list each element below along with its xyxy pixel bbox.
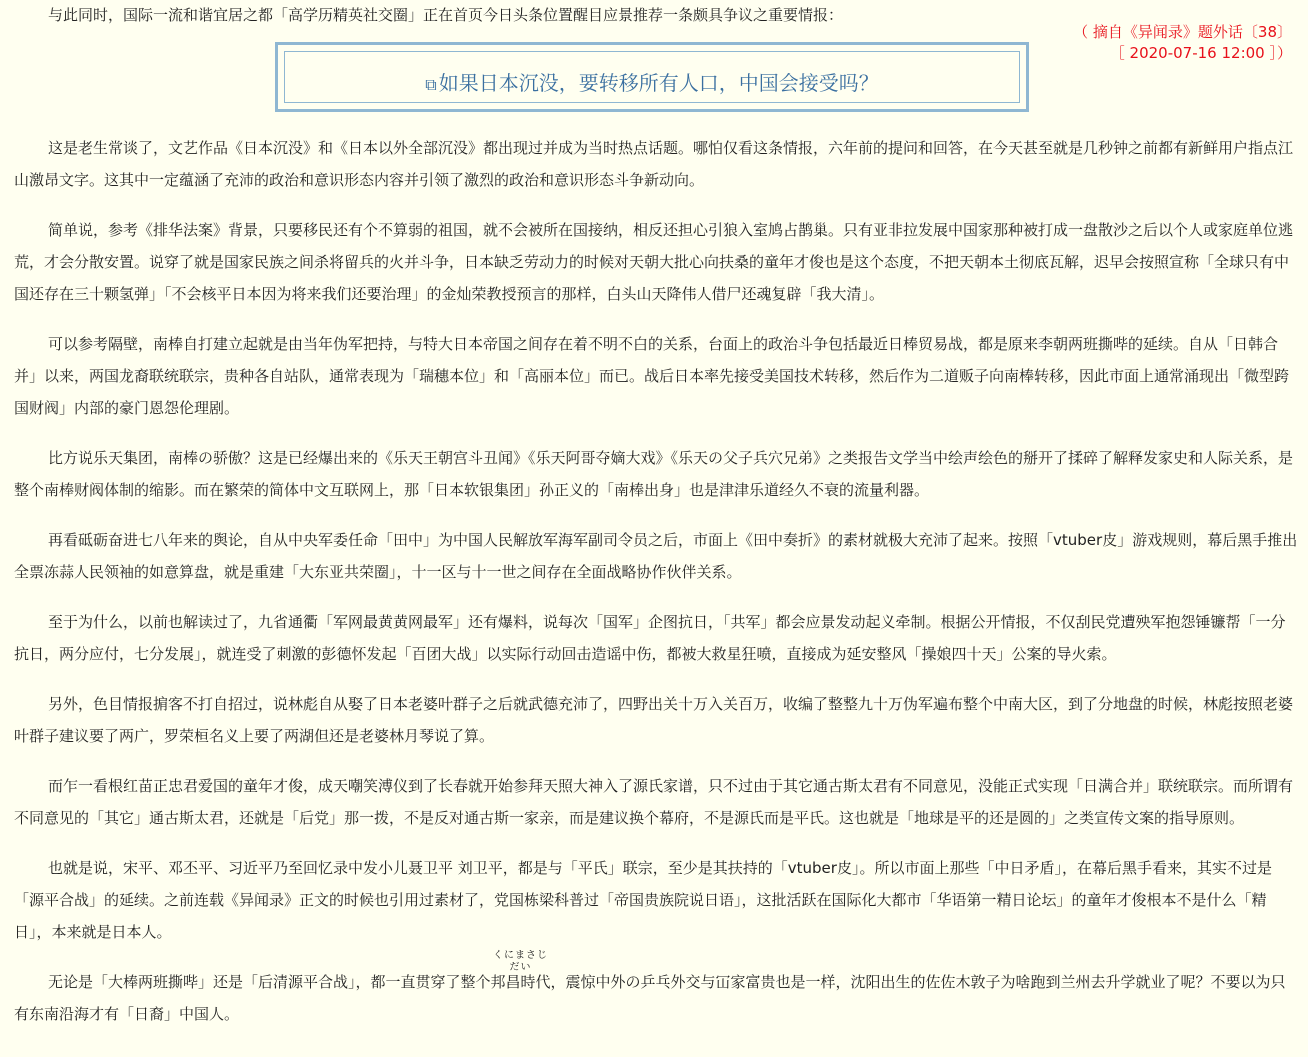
paragraph-last-after: ，震惊中外の乒乓外交与冚家富贵也是一样，沈阳出生的佐佐木敦子为啥跑到兰州去升学就业了呢？不要以为只有东南沿海才有「日裔」中国人。 [14, 973, 1286, 1023]
paragraph: 至于为什么，以前也解读过了，九省通衢「军网最黄黄网最军」还有爆料，说每次「国军」企图抗日，「共军」都会应景发动起义牵制。根据公开情报，不仅刮民党遭殃军抱怨锤镰帮「一分抗日，两分应付，七分发展」，就连受了刺激的彭德怀发起「百团大战」以实际行动回击造谣中伤，都被大救星狂喷，直接成为延安整风「操娘四十天」公案的导火索。 [14, 613, 1286, 663]
ruby-base: 邦昌時代 [490, 973, 551, 991]
headline-box [275, 42, 1029, 112]
paragraph: 简单说，参考《排华法案》背景，只要移民还有个不算弱的祖国，就不会被所在国接纳，相反还担心引狼入室鸠占鹊巢。只有亚非拉发展中国家那种被打成一盘散沙之后以个人或家庭单位逃荒，才会分散安置。说穿了就是国家民族之间杀将留兵的火并斗争，日本缺乏劳动力的时候对天朝大批心向扶桑的童年才俊也是这个态度，不把天朝本土彻底瓦解，迟早会按照宣称「全球只有中国还存在三十颗氢弹」「不会核平日本因为将来我们还要治理」的金灿荣教授预言的那样，白头山天降伟人借尸还魂复辟「我大清」。 [14, 221, 1294, 303]
ruby-term [490, 950, 551, 998]
source-note [1073, 22, 1292, 64]
paragraph-last-before: 无论是「大棒两班撕哔」还是「后清源平合战」，都一直贯穿了整个 [48, 973, 491, 991]
paragraph-last [14, 950, 1298, 1030]
external-link-icon: ⧉ [425, 75, 437, 94]
paragraph: 而乍一看根红苗正忠君爱国的童年才俊，成天嘲笑溥仪到了长春就开始参拜天照大神入了源氏家谱，只不过由于其它通古斯太君有不同意见，没能正式实现「日满合并」联统联宗。而所谓有不同意见的「其它」通古斯太君，还就是「后党」那一拨，不是反对通古斯一家亲，而是建议换个幕府，不是源氏而是平氏。这也就是「地球是平的还是圆的」之类宣传文案的指导原则。 [14, 777, 1294, 827]
ruby-reading: くにまさじだい [493, 950, 549, 973]
paragraph: 再看砥砺奋进七八年来的舆论，自从中央军委任命「田中」为中国人民解放军海军副司令员之后，市面上《田中奏折》的素材就极大充沛了起来。按照「vtuber皮」游戏规则，幕后黑手推出全票冻蒜人民领袖的如意算盘，就是重建「大东亚共荣圈」，十一区与十一世之间存在全面战略协作伙伴关系。 [14, 531, 1298, 581]
intro-text: 与此同时，国际一流和谐宜居之都「高学历精英社交圈」正在首页今日头条位置醒目应景推荐一条颇具争议之重要情报： [48, 6, 844, 24]
paragraph: 这是老生常谈了，文艺作品《日本沉没》和《日本以外全部沉没》都出现过并成为当时热点话题。哪怕仅看这条情报，六年前的提问和回答，在今天甚至就是几秒钟之前都有新鲜用户指点江山激昂文字。这其中一定蕴涵了充沛的政治和意识形态内容并引领了激烈的政治和意识形态斗争新动向。 [14, 139, 1294, 189]
paragraph: 另外，色目情报掮客不打自招过，说林彪自从娶了日本老婆叶群子之后就武德充沛了，四野出关十万入关百万，收编了整整九十万伪军遍布整个中南大区，到了分地盘的时候，林彪按照老婆叶群子建议要了两广，罗荣桓名义上要了两湖但还是老婆林月琴说了算。 [14, 695, 1294, 745]
paragraph: 也就是说，宋平、邓丕平、习近平乃至回忆录中发小儿聂卫平 刘卫平，都是与「平氏」联宗，至少是其扶持的「vtuber皮」。所以市面上那些「中日矛盾」，在幕后黑手看来，其实不过是「源平合战」的延续。之前连载《异闻录》正文的时候也引用过素材了，党国栋梁科普过「帝国贵族院说日语」，这批活跃在国际化大都市「华语第一精日论坛」的童年才俊根本不是什么「精日」，本来就是日本人。 [14, 859, 1272, 941]
paragraph: 可以参考隔壁，南棒自打建立起就是由当年伪军把持，与特大日本帝国之间存在着不明不白的关系，台面上的政治斗争包括最近日棒贸易战，都是原来李朝两班撕哔的延续。自从「日韩合并」以来，两国龙裔联统联宗，贵种各自站队，通常表现为「瑞穗本位」和「高丽本位」而已。战后日本率先接受美国技术转移，然后作为二道贩子向南棒转移，因此市面上通常涌现出「微型跨国财阀」内部的豪门恩怨伦理剧。 [14, 335, 1290, 417]
source-date: ［ 2020-07-16 12:00 ］） [1109, 44, 1292, 62]
article-body [14, 132, 1298, 1030]
paragraph: 比方说乐天集团，南棒の骄傲？这是已经爆出来的《乐天王朝宫斗丑闻》《乐天阿哥夺嫡大戏》《乐天の父子兵穴兄弟》之类报告文学当中绘声绘色的掰开了揉碎了解释发家史和人际关系，是整个南棒财阀体制的缩影。而在繁荣的简体中文互联网上，那「日本软银集团」孙正义的「南棒出身」也是津津乐道经久不衰的流量利器。 [14, 449, 1294, 499]
source-title: （ 摘自《异闻录》题外话〔38〕 [1073, 23, 1292, 41]
headline-text: 如果日本沉没，要转移所有人口，中国会接受吗？ [438, 71, 879, 95]
headline-link[interactable] [278, 67, 1026, 96]
